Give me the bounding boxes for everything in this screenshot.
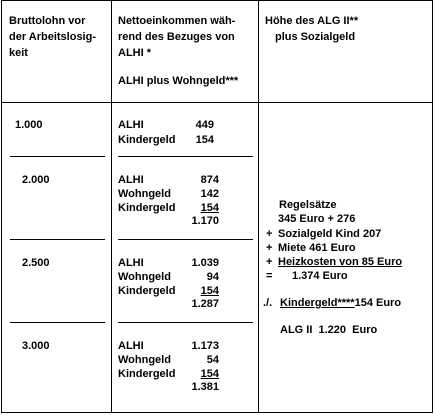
calc-line-sozialgeld: Sozialgeld Kind 207 bbox=[278, 228, 382, 240]
table-border-left bbox=[1, 0, 2, 413]
table-border-top bbox=[1, 0, 433, 1]
income-total: 1.287 bbox=[191, 298, 219, 310]
calc-sign: + bbox=[266, 228, 273, 240]
income-value: 94 bbox=[206, 271, 219, 283]
income-label: Wohngeld bbox=[118, 271, 171, 283]
table-border-right bbox=[432, 0, 433, 413]
income-label: ALHI bbox=[118, 119, 144, 131]
calc-kindergeld-label: Kindergeld**** bbox=[280, 297, 355, 309]
calc-base: 345 Euro + 276 bbox=[278, 213, 356, 225]
income-value: 154 bbox=[200, 368, 219, 380]
income-value: 154 bbox=[200, 202, 219, 214]
gross-wage: 3.000 bbox=[22, 340, 50, 352]
header-divider bbox=[1, 102, 433, 103]
income-label: Kindergeld bbox=[118, 202, 176, 214]
income-label: Kindergeld bbox=[118, 134, 176, 146]
calc-line-kindergeld bbox=[280, 295, 401, 311]
calc-line-miete: Miete 461 Euro bbox=[278, 242, 356, 254]
calc-title: Regelsätze bbox=[279, 199, 337, 211]
income-label: ALHI bbox=[118, 257, 144, 269]
calc-result: ALG II 1.220 Euro bbox=[280, 324, 378, 336]
row-separator bbox=[118, 156, 253, 157]
income-value: 874 bbox=[200, 174, 219, 186]
header-col1-line1: Bruttolohn vor bbox=[9, 15, 86, 27]
income-value: 54 bbox=[206, 354, 219, 366]
column-divider-2 bbox=[258, 0, 259, 413]
header-col2-line3: ALHI * bbox=[118, 47, 151, 59]
income-value: 142 bbox=[200, 188, 219, 200]
gross-wage: 2.000 bbox=[22, 174, 50, 186]
header-col1-line3: keit bbox=[9, 47, 28, 59]
calc-line-heizkosten: Heizkosten von 85 Euro bbox=[278, 256, 403, 268]
income-value: 154 bbox=[200, 285, 219, 297]
row-separator bbox=[10, 239, 105, 240]
header-col3-line1: Höhe des ALG II** bbox=[265, 15, 359, 27]
row-separator bbox=[10, 322, 105, 323]
income-value: 1.039 bbox=[191, 257, 219, 269]
column-divider-1 bbox=[111, 0, 112, 413]
income-value: 154 bbox=[195, 134, 214, 146]
calc-sign: + bbox=[266, 256, 273, 268]
calc-sign: + bbox=[266, 242, 273, 254]
header-col2-line2: rend des Bezuges von bbox=[118, 31, 235, 43]
calc-subtotal: 1.374 Euro bbox=[292, 270, 348, 282]
gross-wage: 2.500 bbox=[22, 257, 50, 269]
calc-sign: = bbox=[266, 270, 273, 282]
income-label: Kindergeld bbox=[118, 285, 176, 297]
row-separator bbox=[118, 239, 253, 240]
income-label: ALHI bbox=[118, 174, 144, 186]
header-col2-line1: Nettoeinkommen wäh- bbox=[118, 15, 236, 27]
calc-sign: ./. bbox=[263, 297, 273, 309]
income-label: Wohngeld bbox=[118, 188, 171, 200]
income-label: ALHI bbox=[118, 340, 144, 352]
header-col2-extra: ALHI plus Wohngeld*** bbox=[118, 75, 239, 87]
header-col1-line2: der Arbeitslosig- bbox=[9, 31, 96, 43]
income-total: 1.170 bbox=[191, 215, 219, 227]
row-separator bbox=[10, 156, 105, 157]
income-label: Kindergeld bbox=[118, 368, 176, 380]
calc-kindergeld-value: 154 Euro bbox=[354, 297, 402, 309]
table-border-bottom bbox=[1, 412, 433, 413]
income-value: 449 bbox=[195, 119, 214, 131]
header-col3-line2: plus Sozialgeld bbox=[275, 31, 356, 43]
gross-wage: 1.000 bbox=[15, 119, 43, 131]
row-separator bbox=[118, 322, 253, 323]
income-total: 1.381 bbox=[191, 381, 219, 393]
income-value: 1.173 bbox=[191, 340, 219, 352]
income-label: Wohngeld bbox=[118, 354, 171, 366]
